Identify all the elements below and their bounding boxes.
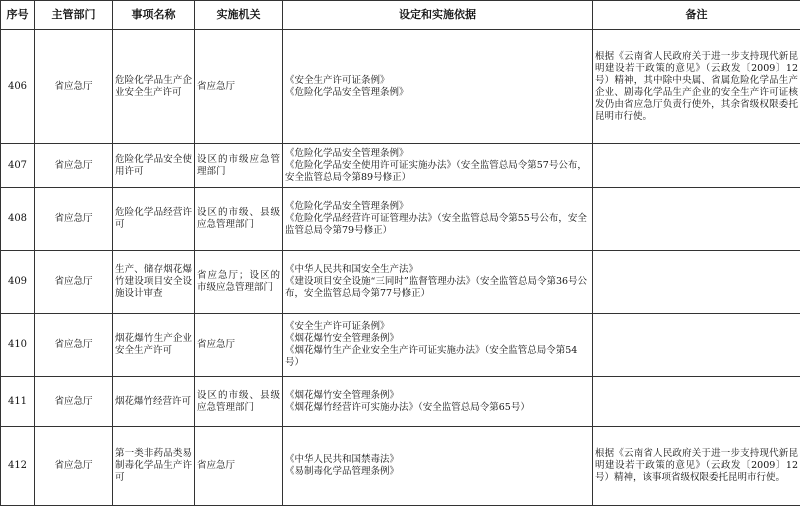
col-header-seq: 序号 bbox=[1, 1, 35, 30]
org-cell: 设区的市级、县级应急管理部门 bbox=[195, 377, 283, 427]
table-row bbox=[1, 144, 800, 188]
col-header-org: 实施机关 bbox=[195, 1, 283, 30]
dept-cell: 省应急厅 bbox=[35, 188, 113, 251]
org-cell: 省应急厅；设区的市级应急管理部门 bbox=[195, 251, 283, 314]
org-cell: 设区的市级应急管理部门 bbox=[195, 144, 283, 188]
org-cell: 省应急厅 bbox=[195, 427, 283, 506]
seq-cell: 410 bbox=[1, 314, 35, 377]
basis-line: 《安全生产许可证条例》 bbox=[285, 74, 390, 86]
dept-cell: 省应急厅 bbox=[35, 377, 113, 427]
col-header-basis: 设定和实施依据 bbox=[283, 1, 593, 30]
basis-line: 《危险化学品安全管理条例》 bbox=[285, 201, 409, 212]
note-cell bbox=[593, 377, 800, 427]
basis-cell bbox=[283, 144, 593, 188]
note-cell bbox=[593, 144, 800, 188]
table-row bbox=[1, 427, 800, 506]
note-cell bbox=[593, 251, 800, 314]
basis-line: 《中华人民共和国禁毒法》 bbox=[285, 454, 400, 465]
note-cell bbox=[593, 314, 800, 377]
col-header-dept: 主管部门 bbox=[35, 1, 113, 30]
basis-cell bbox=[283, 377, 593, 427]
table-row bbox=[1, 377, 800, 427]
basis-line: 《危险化学品经营许可证管理办法》（安全监管总局令第55号公布，安全监管总局令第79号修正） bbox=[285, 213, 587, 236]
basis-line: 《建设项目安全设施“三同时”监督管理办法》（安全监管总局令第36号公布，安全监管总局令第77号修正） bbox=[285, 276, 588, 299]
basis-line: 《烟花爆竹安全管理条例》 bbox=[285, 333, 400, 344]
basis-line: 《烟花爆竹安全管理条例》 bbox=[285, 389, 400, 401]
table-header-row bbox=[1, 1, 800, 30]
item-name-cell: 第一类非药品类易制毒化学品生产许可 bbox=[113, 427, 195, 506]
org-cell: 省应急厅 bbox=[195, 314, 283, 377]
table-row bbox=[1, 314, 800, 377]
basis-cell bbox=[283, 314, 593, 377]
seq-cell: 406 bbox=[1, 30, 35, 144]
col-header-note: 备注 bbox=[593, 1, 800, 30]
basis-cell bbox=[283, 30, 593, 144]
basis-line: 《危险化学品安全使用许可证实施办法》（安全监管总局令第57号公布，安全监管总局令第89号修正） bbox=[285, 159, 587, 183]
basis-line: 《危险化学品安全管理条例》 bbox=[285, 147, 409, 159]
dept-cell: 省应急厅 bbox=[35, 427, 113, 506]
basis-line: 《易制毒化学品管理条例》 bbox=[285, 466, 400, 477]
basis-line: 《烟花爆竹生产企业安全生产许可证实施办法》（安全监管总局令第54号） bbox=[285, 345, 578, 368]
org-cell: 设区的市级、县级应急管理部门 bbox=[195, 188, 283, 251]
basis-line: 《安全生产许可证条例》 bbox=[285, 321, 390, 332]
item-name-cell: 危险化学品生产企业安全生产许可 bbox=[113, 30, 195, 144]
seq-cell: 407 bbox=[1, 144, 35, 188]
table-row bbox=[1, 251, 800, 314]
note-cell: 根据《云南省人民政府关于进一步支持现代新昆明建设若干政策的意见》（云政发〔2009〕12号）精神，其中除中央属、省属危险化学品生产企业、剧毒化学品生产企业的安全生产许可证核发仍由省应急厅负责行使外，其余省级权限委托昆明市行使。 bbox=[593, 30, 800, 144]
seq-cell: 411 bbox=[1, 377, 35, 427]
basis-line: 《中华人民共和国安全生产法》 bbox=[285, 264, 419, 275]
item-name-cell: 烟花爆竹经营许可 bbox=[113, 377, 195, 427]
table-row bbox=[1, 30, 800, 144]
item-name-cell: 烟花爆竹生产企业安全生产许可 bbox=[113, 314, 195, 377]
basis-line: 《危险化学品安全管理条例》 bbox=[285, 86, 409, 98]
basis-cell bbox=[283, 188, 593, 251]
dept-cell: 省应急厅 bbox=[35, 314, 113, 377]
dept-cell: 省应急厅 bbox=[35, 30, 113, 144]
col-header-name: 事项名称 bbox=[113, 1, 195, 30]
dept-cell: 省应急厅 bbox=[35, 144, 113, 188]
basis-cell bbox=[283, 251, 593, 314]
item-name-cell: 生产、储存烟花爆竹建设项目安全设施设计审查 bbox=[113, 251, 195, 314]
basis-cell bbox=[283, 427, 593, 506]
item-name-cell: 危险化学品经营许可 bbox=[113, 188, 195, 251]
org-cell: 省应急厅 bbox=[195, 30, 283, 144]
dept-cell: 省应急厅 bbox=[35, 251, 113, 314]
basis-line: 《烟花爆竹经营许可实施办法》（安全监管总局令第65号） bbox=[285, 401, 530, 413]
item-name-cell: 危险化学品安全使用许可 bbox=[113, 144, 195, 188]
note-cell bbox=[593, 188, 800, 251]
note-cell: 根据《云南省人民政府关于进一步支持现代新昆明建设若干政策的意见》（云政发〔2009〕12号）精神，该事项省级权限委托昆明市行使。 bbox=[593, 427, 800, 506]
table-row bbox=[1, 188, 800, 251]
seq-cell: 408 bbox=[1, 188, 35, 251]
seq-cell: 409 bbox=[1, 251, 35, 314]
seq-cell: 412 bbox=[1, 427, 35, 506]
